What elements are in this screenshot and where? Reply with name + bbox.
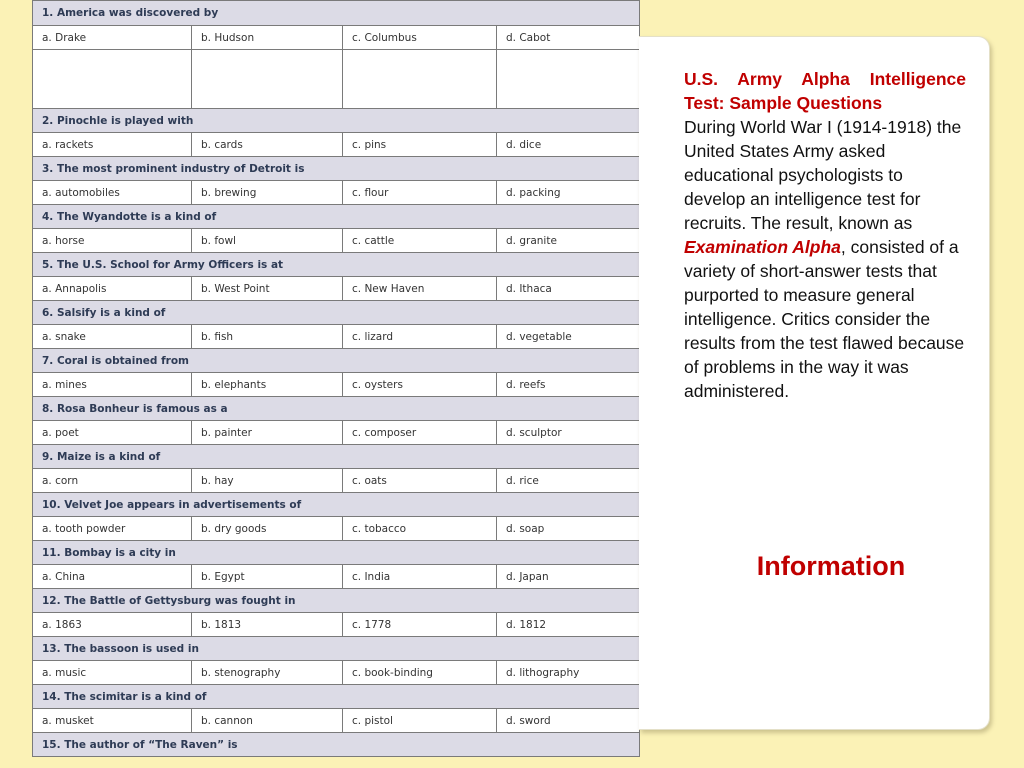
quiz-table: [32, 0, 640, 757]
option-cell: c. India: [343, 565, 497, 589]
options-row: [33, 181, 640, 205]
question-row: [33, 253, 640, 277]
options-row: [33, 709, 640, 733]
question-row: [33, 589, 640, 613]
option-cell: c. 1778: [343, 613, 497, 637]
options-row: [33, 133, 640, 157]
option-cell: d. vegetable: [497, 325, 640, 349]
question-prompt: 13. The bassoon is used in: [33, 637, 640, 661]
options-row: [33, 373, 640, 397]
blank-cell: [192, 50, 343, 109]
question-prompt: 7. Coral is obtained from: [33, 349, 640, 373]
option-cell: a. snake: [33, 325, 192, 349]
option-cell: d. reefs: [497, 373, 640, 397]
question-prompt: 14. The scimitar is a kind of: [33, 685, 640, 709]
question-row: [33, 541, 640, 565]
question-prompt: 11. Bombay is a city in: [33, 541, 640, 565]
question-prompt: 6. Salsify is a kind of: [33, 301, 640, 325]
option-cell: c. Columbus: [343, 26, 497, 50]
option-cell: a. music: [33, 661, 192, 685]
question-row: [33, 493, 640, 517]
option-cell: c. book-binding: [343, 661, 497, 685]
option-cell: b. 1813: [192, 613, 343, 637]
option-cell: d. soap: [497, 517, 640, 541]
option-cell: d. rice: [497, 469, 640, 493]
option-cell: d. Japan: [497, 565, 640, 589]
info-card: [639, 36, 990, 730]
question-row: [33, 637, 640, 661]
option-cell: a. rackets: [33, 133, 192, 157]
question-row: [33, 1, 640, 26]
options-row: [33, 229, 640, 253]
option-cell: b. Hudson: [192, 26, 343, 50]
option-cell: b. dry goods: [192, 517, 343, 541]
option-cell: b. stenography: [192, 661, 343, 685]
question-row: [33, 157, 640, 181]
question-row: [33, 445, 640, 469]
options-row: [33, 565, 640, 589]
option-cell: b. Egypt: [192, 565, 343, 589]
option-cell: c. pins: [343, 133, 497, 157]
quiz-body: [33, 1, 640, 757]
option-cell: d. Cabot: [497, 26, 640, 50]
question-row: [33, 109, 640, 133]
option-cell: a. poet: [33, 421, 192, 445]
option-cell: d. sword: [497, 709, 640, 733]
option-cell: b. hay: [192, 469, 343, 493]
option-cell: c. pistol: [343, 709, 497, 733]
option-cell: c. composer: [343, 421, 497, 445]
option-cell: a. tooth powder: [33, 517, 192, 541]
option-cell: b. brewing: [192, 181, 343, 205]
blank-cell: [343, 50, 497, 109]
option-cell: d. dice: [497, 133, 640, 157]
option-cell: c. oysters: [343, 373, 497, 397]
option-cell: d. packing: [497, 181, 640, 205]
info-heading: Information: [756, 551, 906, 581]
question-prompt: 12. The Battle of Gettysburg was fought in: [33, 589, 640, 613]
question-prompt: 1. America was discovered by: [33, 1, 640, 26]
question-prompt: 9. Maize is a kind of: [33, 445, 640, 469]
question-row: [33, 349, 640, 373]
option-cell: c. cattle: [343, 229, 497, 253]
question-row: [33, 301, 640, 325]
option-cell: d. Ithaca: [497, 277, 640, 301]
option-cell: a. corn: [33, 469, 192, 493]
option-cell: b. West Point: [192, 277, 343, 301]
option-cell: a. horse: [33, 229, 192, 253]
question-prompt: 15. The author of “The Raven” is: [33, 733, 640, 757]
option-cell: a. automobiles: [33, 181, 192, 205]
question-row: [33, 397, 640, 421]
question-row: [33, 205, 640, 229]
option-cell: a. China: [33, 565, 192, 589]
option-cell: b. fowl: [192, 229, 343, 253]
info-body-after: , consisted of a variety of short-answer tests that purported to measure general intelligence. Critics consider the results from the test flawed because of problems in the way it was administered.: [684, 237, 965, 401]
options-row: [33, 325, 640, 349]
blank-row: [33, 50, 640, 109]
question-prompt: 2. Pinochle is played with: [33, 109, 640, 133]
option-cell: d. lithography: [497, 661, 640, 685]
blank-cell: [497, 50, 640, 109]
option-cell: d. 1812: [497, 613, 640, 637]
info-body-before: During World War I (1914-1918) the United States Army asked educational psychologists to develop an intelligence test for recruits. The result, known as: [684, 117, 962, 233]
option-cell: a. Drake: [33, 26, 192, 50]
options-row: [33, 661, 640, 685]
question-row: [33, 685, 640, 709]
option-cell: c. oats: [343, 469, 497, 493]
question-prompt: 4. The Wyandotte is a kind of: [33, 205, 640, 229]
info-title: U.S. Army Alpha Intelligence Test: Sample Questions: [684, 69, 966, 113]
options-row: [33, 277, 640, 301]
question-row: [33, 733, 640, 757]
question-prompt: 3. The most prominent industry of Detroit is: [33, 157, 640, 181]
option-cell: b. fish: [192, 325, 343, 349]
option-cell: b. painter: [192, 421, 343, 445]
options-row: [33, 469, 640, 493]
options-row: [33, 421, 640, 445]
option-cell: a. 1863: [33, 613, 192, 637]
question-prompt: 5. The U.S. School for Army Officers is at: [33, 253, 640, 277]
question-prompt: 8. Rosa Bonheur is famous as a: [33, 397, 640, 421]
option-cell: d. sculptor: [497, 421, 640, 445]
option-cell: c. New Haven: [343, 277, 497, 301]
option-cell: a. musket: [33, 709, 192, 733]
options-row: [33, 26, 640, 50]
blank-cell: [33, 50, 192, 109]
question-prompt: 10. Velvet Joe appears in advertisements of: [33, 493, 640, 517]
option-cell: c. tobacco: [343, 517, 497, 541]
option-cell: a. mines: [33, 373, 192, 397]
info-text: [684, 67, 966, 403]
option-cell: c. flour: [343, 181, 497, 205]
option-cell: d. granite: [497, 229, 640, 253]
options-row: [33, 517, 640, 541]
option-cell: b. elephants: [192, 373, 343, 397]
exam-name: Examination Alpha: [684, 237, 841, 257]
option-cell: b. cannon: [192, 709, 343, 733]
option-cell: b. cards: [192, 133, 343, 157]
option-cell: c. lizard: [343, 325, 497, 349]
options-row: [33, 613, 640, 637]
option-cell: a. Annapolis: [33, 277, 192, 301]
